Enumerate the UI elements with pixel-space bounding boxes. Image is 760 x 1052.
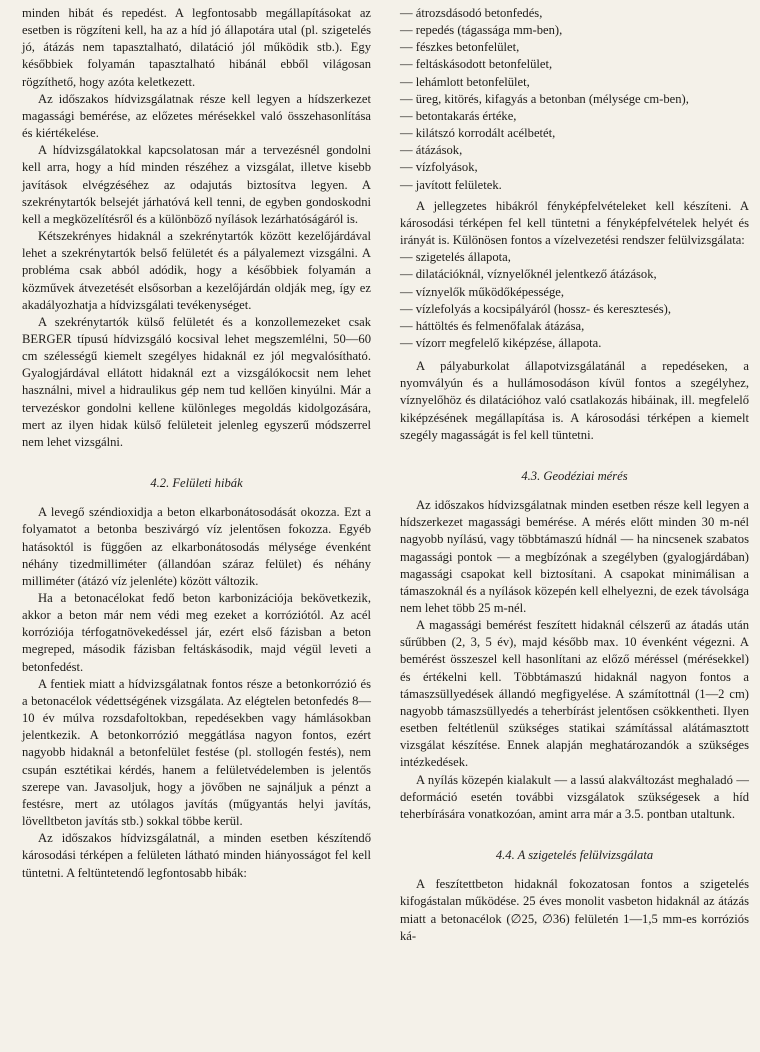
paragraph: Az időszakos hídvizsgálatnak része kell legyen a hídszerkezet magassági bemérése, az előzetes mérésekkel való összehasonlítása és kiértékelése. (22, 91, 371, 141)
list-item: — vízorr megfelelő kiképzése, állapota. (400, 335, 749, 352)
section-heading: 4.2. Felületi hibák (150, 476, 243, 491)
paragraph: A pályaburkolat állapotvizsgálatánál a repedéseken, a nyomvályún és a hullámosodáson kívül fontos a szegélyhez, víznyelőhöz és dilatációhoz való csatlakozás hibáinak, ill. megfelelő kiképzésének megállapítása is. A károsodási térképen a kiemelt szegély magasságát is fel kell tüntetni. (400, 359, 749, 442)
list-item: — víznyelők működőképessége, (400, 284, 749, 301)
list-item: — szigetelés állapota, (400, 249, 749, 266)
right-column (400, 5, 749, 945)
section-heading: 4.4. A szigetelés felülvizsgálata (495, 848, 654, 863)
paragraph: Kétszekrényes hidaknál a szekrénytartók között kezelőjárdával lehet a szekrénytartók belső felületét és a pályalemezt vizsgálni. A probléma csak abból adódik, hogy a későbbiek folyamán a közművek átvezetését elsősorban a kezelőjárdán oldják meg, így ez akadályozhatja a hídvizsgálati tevékenységet. (22, 229, 371, 312)
list-item: — betontakarás értéke, (400, 108, 749, 125)
drainage-check-list (400, 249, 749, 352)
list-item: — vízfolyások, (400, 159, 749, 176)
list-item: — üreg, kitörés, kifagyás a betonban (mélysége cm-ben), (400, 91, 749, 108)
list-item: — fészkes betonfelület, (400, 39, 749, 56)
list-item: — lehámlott betonfelület, (400, 74, 749, 91)
paragraph: A feszítettbeton hidaknál fokozatosan fontos a szigetelés kifogástalan működése. 25 éves monolit vasbeton hidaknál az átázás miatt a betonacélok (∅25, ∅36) felületén 1—1,5 mm-es korróziós ká- (400, 877, 749, 943)
list-item: — kilátszó korrodált acélbetét, (400, 125, 749, 142)
left-column (22, 5, 371, 882)
list-item: — javított felületek. (400, 177, 749, 194)
paragraph: Az időszakos hídvizsgálatnál, a minden esetben készítendő károsodási térképen a felületen látható minden hiányosságot fel kell tüntetni. A feltüntetendő legfontosabb hibák: (22, 831, 371, 880)
defect-list (400, 5, 749, 194)
paragraph: A hídvizsgálatokkal kapcsolatosan már a tervezésnél gondolni kell arra, hogy a híd minden részéhez a vizsgálat, illetve kisebb javítások elvégzéséhez az odajutás biztosítva legyen. A szekrénytartók belsejét járhatóvá kell tenni, de egyben gondoskodni kell a megközelítésről és a különböző nyílások lezárhatóságáról is. (22, 143, 371, 226)
paragraph: A levegő széndioxidja a beton elkarbonátosodását okozza. Ezt a folyamatot a betonba beszivárgó víz jelentősen fokozza. Egyéb hatásoktól is függően az elkarbonátosodás mélysége évenként néhány tizedmilliméter (állandóan száraz felület) és néhány milliméter (átázó víz jelenléte) között változik. (22, 505, 371, 588)
list-item: — háttöltés és felmenőfalak átázása, (400, 318, 749, 335)
paragraph: A jellegzetes hibákról fényképfelvételeket kell készíteni. A károsodási térképen fel kell tüntetni a fényképfelvételek helyét és irányát is. Különösen fontos a vízelvezetési rendszer felülvizsgálata: (400, 198, 749, 248)
list-item: — átrozsdásodó betonfedés, (400, 5, 749, 22)
paragraph: A magassági bemérést feszített hidaknál célszerű az átadás után sűrűbben (2, 3, 5 év), majd később max. 10 évenként végezni. A bemérést összeszel kell hasonlítani az előző méréssel (mérésekkel) és értékelni kell. Többtámaszú hidaknál nagyon fontos a támaszsüllyedések állandó megfigyelése. A számítottnál (1—2 cm) nagyobb támaszsüllyedés a teherbírást jelentősen csökkentheti. Ilyen esetben feltétlenül szükséges statikai számítással alátámasztott vizsgálat készítése. Ennek alapján meghatározandók a szükséges intézkedések. (400, 618, 749, 770)
list-item: — vízlefolyás a kocsipályáról (hossz- és keresztesés), (400, 301, 749, 318)
paragraph: A nyílás közepén kialakult — a lassú alakváltozást meghaladó — deformáció esetén további vizsgálatok szükségesek a híd teherbírására vonatkozóan, amint arra már a 3.5. pontban utaltunk. (400, 772, 749, 821)
list-item: — dilatációknál, víznyelőknél jelentkező átázások, (400, 266, 749, 283)
list-item: — feltáskásodott betonfelület, (400, 56, 749, 73)
paragraph: A fentiek miatt a hídvizsgálatnak fontos része a betonkorrózió és a betonacélok védettségének vizsgálata. Az elégtelen betonfedés 8—10 év múlva rozsdafoltokban, repedésekben vagy hámlásokban jelentkezik. A betonkorrózió meggátlása nagyon fontos, ezért nagyobb hidaknál a betonfelület festése (pl. stollogén festés), nem csupán esztétikai kérdés, hanem a felületvédelemben is jelentős szerepe van. Javasoljuk, hogy a jövőben ne sajnáljuk a pénzt a festésre, mert az utólagos javítás (műgyantás helyi javítás, lövelltbeton javítás stb.) sokkal többe kerül. (22, 676, 371, 829)
paragraph: A szekrénytartók külső felületét és a konzollemezeket csak BERGER típusú hídvizsgáló kocsival lehet megszemlélni, 50—60 cm szélességű kiemelt szegélyes hidaknál ez jól megvalósítható. Gyalogjárdával ellátott hidaknál ezt a vizsgálókocsit nem lehet használni, mivel a hidraulikus gép nem tud kellően kinyúlni. Már a tervezéskor gondolni kellene különleges megoldás kidolgozására, mert az ilyen hidak külső felületeit jelenleg egyszerű módszerrel nem lehet vizsgálni. (22, 314, 371, 449)
list-item: — repedés (tágassága mm-ben), (400, 22, 749, 39)
paragraph: Az időszakos hídvizsgálatnak minden esetben része kell legyen a hídszerkezet magassági bemérése. A mérés előtt minden 30 m-nél nagyobb nyílású, vagy többtámaszú hídnál — ha nincsenek szabatos magassági pontok — a megbízónak a szegélyben (gyalogjárdában) magassági csapokat kell biztosítani. A csapokat minimálisan a támaszoknál és a nyílások közepén kell elhelyezni, de ezek távolsága nem lehet több 25 m-nél. (400, 498, 749, 615)
paragraph: Ha a betonacélokat fedő beton karbonizációja bekövetkezik, akkor a beton már nem védi meg ezeket a korróziótól. Az acél korróziója térfogatnövekedéssel jár, ezért első fázisban a beton megreped, második fázisban feltáskásodik, majd végül leveti a betonfedést. (22, 591, 371, 674)
paragraph: minden hibát és repedést. A legfontosabb megállapításokat az esetben is rögzíteni kell, ha az a híd jó állapotára utal (pl. szigetelés jó, átázás nem tapasztalható, dilatáció jól működik stb.). Egy későbbiek folyamán tapasztalható hibánál ebből világosan rögzíthető, hogy azóta keletkezett. (22, 6, 371, 89)
list-item: — átázások, (400, 142, 749, 159)
section-heading: 4.3. Geodéziai mérés (521, 468, 628, 483)
